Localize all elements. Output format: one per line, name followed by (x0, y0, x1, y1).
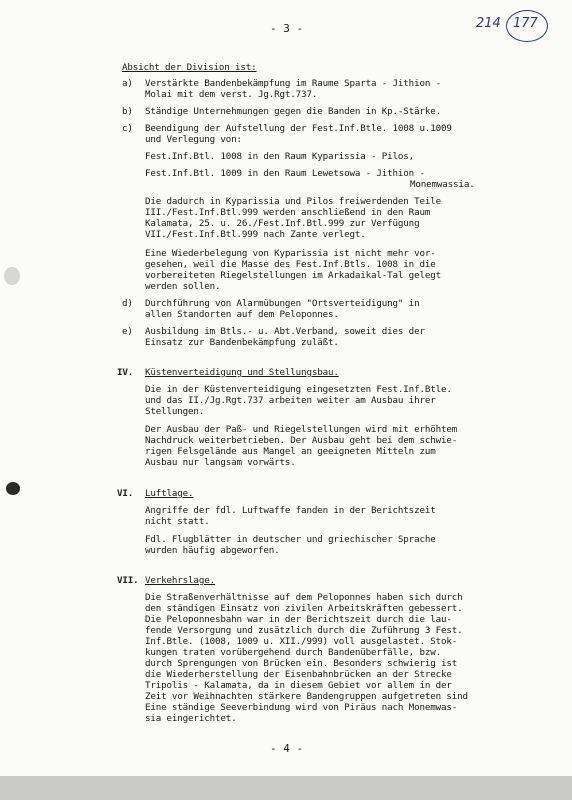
para-line: Tripolis - Kalamata, da in diesem Gebiet vor allem in der (145, 680, 452, 691)
item-line: Durchführung von Alarmübungen "Ortsverteidigung" in (145, 298, 420, 309)
item-label: a) (122, 78, 133, 89)
punch-hole-top (4, 267, 20, 285)
para-line: den ständigen Einsatz von zivilen Arbeitskräften gebessert. (145, 603, 463, 614)
para-line: Nachdruck weiterbetrieben. Der Ausbau geht bei dem schwie- (145, 435, 458, 446)
item-line: allen Standorten auf dem Peloponnes. (145, 309, 339, 320)
para-line: wurden häufig abgeworfen. (145, 545, 280, 556)
para-line: VII./Fest.Inf.Btl.999 nach Zante verlegt. (145, 229, 366, 240)
item-label: e) (122, 326, 133, 337)
para-line: werden sollen. (145, 281, 221, 292)
para-line: Zeit vor Weihnachten stärkere Bandengruppen aufgetreten sind (145, 691, 468, 702)
section-number: VII. (117, 575, 139, 586)
para-line: und das II./Jg.Rgt.737 arbeiten weiter am Ausbau ihrer (145, 395, 436, 406)
para-line: kungen traten vorübergehend durch Bandenüberfälle, bzw. (145, 647, 441, 658)
section-title: Verkehrslage. (145, 575, 215, 586)
para-line: Eine Wiederbelegung von Kyparissia ist nicht mehr vor- (145, 248, 436, 259)
item-line: Monemwassia. (410, 179, 475, 190)
para-line: Ausbau nur langsam vorwärts. (145, 457, 296, 468)
item-line: Ständige Unternehmungen gegen die Banden in Kp.-Stärke. (145, 106, 441, 117)
para-line: rigen Felsgelände aus Mangel an geeigneten Mitteln zum (145, 446, 436, 457)
para-line: sia eingerichtet. (145, 713, 237, 724)
section-number: IV. (117, 367, 134, 378)
para-line: Die dadurch in Kyparissia und Pilos freiwerdenden Teile (145, 196, 441, 207)
para-line: Der Ausbau der Paß- und Riegelstellungen wird mit erhöhtem (145, 424, 458, 435)
item-label: b) (122, 106, 133, 117)
para-line: fende Versorgung und zusätzlich durch die Zuführung 3 Fest. (145, 625, 463, 636)
para-line: nicht statt. (145, 516, 210, 527)
para-line: Eine ständige Seeverbindung wird von Piräus nach Monemwas- (145, 702, 458, 713)
item-line: Verstärkte Bandenbekämpfung im Raume Sparta - Jithion - (145, 78, 441, 89)
para-line: Die Peloponnesbahn war in der Berichtszeit durch die lau- (145, 614, 452, 625)
section-heading: Absicht der Division ist: (122, 62, 257, 73)
section-title: Luftlage. (145, 488, 194, 499)
para-line: Fdl. Flugblätter in deutscher und griechischer Sprache (145, 534, 436, 545)
page-number-bottom: - 4 - (270, 742, 304, 755)
para-line: Die Straßenverhältnisse auf dem Peloponnes haben sich durch (145, 592, 463, 603)
item-line: Beendigung der Aufstellung der Fest.Inf.Btle. 1008 u.1009 (145, 123, 452, 134)
item-line: Molai mit dem verst. Jg.Rgt.737. (145, 89, 318, 100)
section-number: VI. (117, 488, 134, 499)
item-label: d) (122, 298, 133, 309)
item-line: Fest.Inf.Btl. 1009 in den Raum Lewetsowa - Jithion - (145, 168, 425, 179)
punch-hole-bottom (6, 482, 20, 495)
para-line: vorbereiteten Riegelstellungen im Arkadaikal-Tal gelegt (145, 270, 441, 281)
para-line: Die in der Küstenverteidigung eingesetzten Fest.Inf.Btle. (145, 384, 452, 395)
item-line: Fest.Inf.Btl. 1008 in den Raum Kyparissia - Pilos, (145, 151, 415, 162)
item-line: und Verlegung von: (145, 134, 242, 145)
para-line: Inf.Btle. (1008, 1009 u. XII./999) voll ausgelastet. Stok- (145, 636, 458, 647)
item-line: Ausbildung im Btls.- u. Abt.Verband, soweit dies der (145, 326, 425, 337)
page-number-top: - 3 - (270, 22, 304, 35)
para-line: gesehen, weil die Masse des Fest.Inf.Btls. 1008 in die (145, 259, 436, 270)
para-line: III./Fest.Inf.Btl.999 werden anschließend in den Raum (145, 207, 431, 218)
scan-edge (0, 776, 572, 800)
item-label: c) (122, 123, 133, 134)
para-line: durch Sprengungen von Brücken ein. Besonders schwierig ist (145, 658, 458, 669)
para-line: Angriffe der fdl. Luftwaffe fanden in der Berichtszeit (145, 505, 436, 516)
para-line: Kalamata, 25. u. 26./Fest.Inf.Btl.999 zur Verfügung (145, 218, 420, 229)
para-line: die Wiederherstellung der Eisenbahnbrücken an der Strecke (145, 669, 452, 680)
section-title: Küstenverteidigung und Stellungsbau. (145, 367, 339, 378)
item-line: Einsatz zur Bandenbekämpfung zuläßt. (145, 337, 339, 348)
para-line: Stellungen. (145, 406, 205, 417)
handwritten-folio-number: 214 (476, 16, 501, 31)
handwritten-circled-number: 177 (513, 16, 538, 31)
